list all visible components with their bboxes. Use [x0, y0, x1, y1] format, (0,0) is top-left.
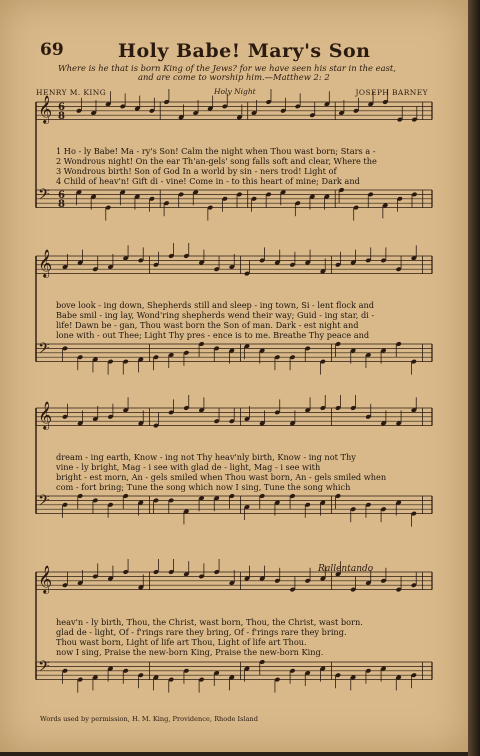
- lyric-line: bove look - ing down, Shepherds still and sleep - ing town, Si - lent flock and: [56, 300, 374, 310]
- lyric-line: heav'n - ly birth, Thou, the Christ, wast born, Thou, the Christ, wast born.: [56, 617, 363, 627]
- lyric-line: 1 Ho - ly Babe! Ma - ry's Son! Calm the night when Thou wast born; Stars a -: [56, 146, 376, 156]
- bass-clef: 𝄢: [38, 340, 50, 361]
- lyric-line: 4 Child of heav'n! Gift di - vine! Come in - to this heart of mine; Dark and: [56, 176, 360, 186]
- lyric-line: Thou wast born, Light of life art Thou, Light of life art Thou.: [56, 637, 307, 647]
- arranger-credit: JOSEPH BARNEY: [355, 88, 428, 97]
- scripture-line-1: Where is he that is born King of the Jews? for we have seen his star in the east,: [58, 63, 396, 73]
- bass-clef: 𝄢: [38, 658, 50, 679]
- time-signature: 8: [58, 111, 65, 122]
- scripture-line-2: and are come to worship him.—Matthew 2: 2: [138, 72, 330, 82]
- book-spine: [468, 0, 480, 756]
- hymn-title: Holy Babe! Mary's Son: [118, 40, 371, 62]
- bass-clef: 𝄢: [38, 492, 50, 513]
- tune-name: Holy Night: [214, 87, 256, 96]
- lyric-line: glad de - light, Of - f'rings rare they bring, Of - f'rings rare they bring.: [56, 627, 347, 637]
- tempo-direction: Rallentando: [318, 564, 374, 574]
- lyric-line: lone with - out Thee; Light Thy pres - ence is to me. Breathe Thy peace and: [56, 330, 370, 340]
- treble-clef: 𝄞: [38, 249, 53, 277]
- treble-clef: 𝄞: [38, 565, 53, 593]
- time-signature: 6: [58, 190, 65, 201]
- lyric-line: com - fort bring; Tune the song which now I sing, Tune the song which: [56, 482, 351, 492]
- lyric-line: now I sing, Praise the new-born King, Praise the new-born King.: [56, 647, 324, 657]
- time-signature: 8: [58, 199, 65, 210]
- page-number: 69: [40, 40, 64, 60]
- composer-credit: HENRY M. KING: [36, 88, 107, 97]
- lyric-line: dream - ing earth, Know - ing not Thy heav'nly birth, Know - ing not Thy: [56, 452, 356, 462]
- time-signature: 6: [58, 102, 65, 113]
- lyric-line: bright - est morn, An - gels smiled when Thou wast born, An - gels smiled when: [56, 472, 387, 482]
- lyric-line: 2 Wondrous night! On the ear Th'an-gels' song falls soft and clear, Where the: [56, 156, 377, 166]
- lyric-line: life! Dawn be - gan, Thou wast born the Son of man. Dark - est night and: [56, 320, 359, 330]
- lyric-line: vine - ly bright, Mag - i see with glad de - light, Mag - i see with: [56, 462, 321, 472]
- copyright-footer: Words used by permission, H. M. King, Providence, Rhode Island: [40, 715, 258, 723]
- lyric-line: Babe smil - ing lay, Wond'ring shepherds wend their way; Guid - ing star, di -: [56, 310, 375, 320]
- bass-clef: 𝄢: [38, 186, 50, 207]
- lyric-line: 3 Wondrous birth! Son of God In a world by sin - ners trod! Light of: [56, 166, 337, 176]
- treble-clef: 𝄞: [38, 401, 53, 429]
- treble-clef: 𝄞: [38, 95, 53, 123]
